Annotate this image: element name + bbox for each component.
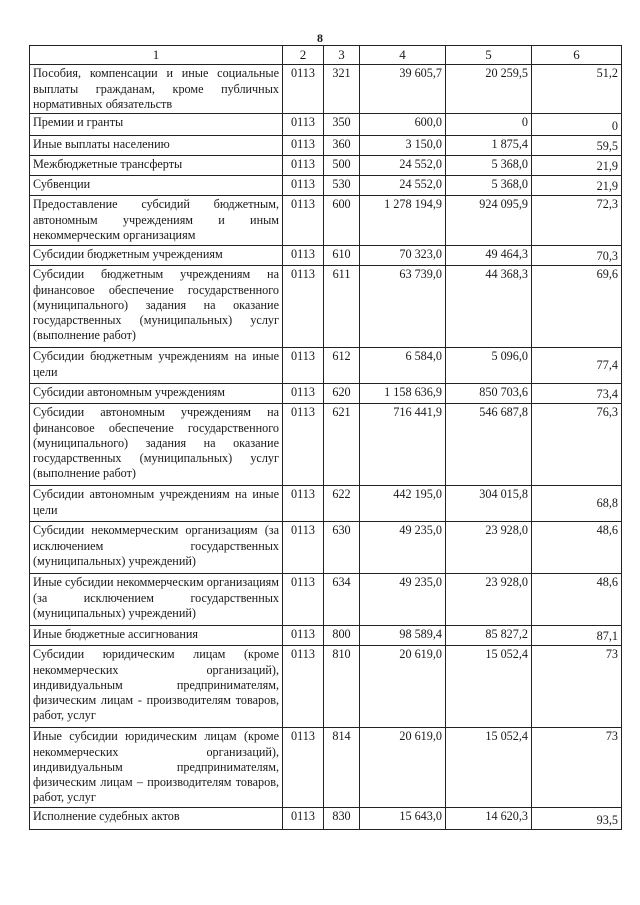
row-name: Премии и гранты	[30, 114, 283, 136]
row-plan: 6 584,0	[360, 348, 446, 384]
row-section: 0113	[283, 196, 324, 246]
row-percent: 69,6	[532, 266, 622, 348]
table-row	[30, 114, 622, 136]
row-percent: 21,9	[532, 156, 622, 176]
row-section: 0113	[283, 646, 324, 728]
row-section: 0113	[283, 486, 324, 522]
row-type: 800	[324, 626, 360, 646]
column-header: 3	[324, 46, 360, 65]
row-percent: 21,9	[532, 176, 622, 196]
row-percent: 73,4	[532, 384, 622, 404]
row-plan: 1 158 636,9	[360, 384, 446, 404]
row-percent: 51,2	[532, 65, 622, 114]
row-percent: 59,5	[532, 136, 622, 156]
row-percent: 73	[532, 728, 622, 808]
row-percent: 70,3	[532, 246, 622, 266]
row-type: 810	[324, 646, 360, 728]
row-fact: 44 368,3	[446, 266, 532, 348]
row-section: 0113	[283, 136, 324, 156]
row-type: 634	[324, 574, 360, 626]
table-row	[30, 486, 622, 522]
row-percent: 0	[532, 114, 622, 136]
row-section: 0113	[283, 246, 324, 266]
row-plan: 39 605,7	[360, 65, 446, 114]
table-row	[30, 384, 622, 404]
row-section: 0113	[283, 574, 324, 626]
row-percent: 48,6	[532, 522, 622, 574]
row-name: Субсидии автономным учреждениям	[30, 384, 283, 404]
row-percent: 72,3	[532, 196, 622, 246]
row-name: Субсидии юридическим лицам (кроме некоммерческих организаций), индивидуальным предпринимателям, физическим лицам - производителям товаров, работ, услуг	[30, 646, 283, 728]
row-section: 0113	[283, 114, 324, 136]
row-type: 814	[324, 728, 360, 808]
row-fact: 924 095,9	[446, 196, 532, 246]
table-row	[30, 246, 622, 266]
row-name: Пособия, компенсации и иные социальные выплаты гражданам, кроме публичных нормативных обязательств	[30, 65, 283, 114]
row-section: 0113	[283, 266, 324, 348]
row-percent: 77,4	[532, 348, 622, 384]
row-name: Субсидии автономным учреждениям на финансовое обеспечение государственного (муниципального) задания на оказание государственных (муниципальных) услуг (выполнение работ)	[30, 404, 283, 486]
row-plan: 15 643,0	[360, 808, 446, 830]
row-section: 0113	[283, 626, 324, 646]
table-row	[30, 65, 622, 114]
row-plan: 49 235,0	[360, 574, 446, 626]
row-type: 612	[324, 348, 360, 384]
row-plan: 70 323,0	[360, 246, 446, 266]
row-plan: 20 619,0	[360, 646, 446, 728]
table-row	[30, 808, 622, 830]
table-row	[30, 348, 622, 384]
row-percent: 68,8	[532, 486, 622, 522]
row-section: 0113	[283, 728, 324, 808]
row-section: 0113	[283, 404, 324, 486]
row-type: 321	[324, 65, 360, 114]
row-type: 830	[324, 808, 360, 830]
row-fact: 20 259,5	[446, 65, 532, 114]
row-fact: 23 928,0	[446, 574, 532, 626]
row-name: Предоставление субсидий бюджетным, автономным учреждениям и иным некоммерческим организациям	[30, 196, 283, 246]
row-plan: 20 619,0	[360, 728, 446, 808]
table-row	[30, 196, 622, 246]
table-row	[30, 156, 622, 176]
page-number: 8	[317, 31, 323, 45]
row-type: 500	[324, 156, 360, 176]
row-plan: 98 589,4	[360, 626, 446, 646]
row-name: Субвенции	[30, 176, 283, 196]
row-plan: 63 739,0	[360, 266, 446, 348]
row-type: 350	[324, 114, 360, 136]
row-name: Субсидии бюджетным учреждениям	[30, 246, 283, 266]
row-plan: 600,0	[360, 114, 446, 136]
row-type: 621	[324, 404, 360, 486]
row-percent: 48,6	[532, 574, 622, 626]
row-type: 610	[324, 246, 360, 266]
row-section: 0113	[283, 348, 324, 384]
header-row	[30, 46, 622, 65]
row-type: 630	[324, 522, 360, 574]
column-header: 5	[446, 46, 532, 65]
row-type: 622	[324, 486, 360, 522]
table-row	[30, 176, 622, 196]
column-header: 2	[283, 46, 324, 65]
row-type: 600	[324, 196, 360, 246]
row-name: Иные субсидии юридическим лицам (кроме некоммерческих организаций), индивидуальным предпринимателям, физическим лицам – производителям товаров, работ, услуг	[30, 728, 283, 808]
row-plan: 442 195,0	[360, 486, 446, 522]
row-percent: 73	[532, 646, 622, 728]
row-fact: 5 368,0	[446, 156, 532, 176]
row-fact: 15 052,4	[446, 646, 532, 728]
row-name: Межбюджетные трансферты	[30, 156, 283, 176]
column-header: 6	[532, 46, 622, 65]
row-type: 530	[324, 176, 360, 196]
row-name: Субсидии автономным учреждениям на иные цели	[30, 486, 283, 522]
column-header: 1	[30, 46, 283, 65]
row-plan: 24 552,0	[360, 156, 446, 176]
table-row	[30, 626, 622, 646]
row-fact: 546 687,8	[446, 404, 532, 486]
row-plan: 49 235,0	[360, 522, 446, 574]
row-plan: 3 150,0	[360, 136, 446, 156]
row-percent: 87,1	[532, 626, 622, 646]
row-percent: 93,5	[532, 808, 622, 830]
row-name: Субсидии бюджетным учреждениям на финансовое обеспечение государственного (муниципального) задания на оказание государственных (муниципальных) услуг (выполнение работ)	[30, 266, 283, 348]
row-name: Иные бюджетные ассигнования	[30, 626, 283, 646]
row-section: 0113	[283, 522, 324, 574]
row-fact: 14 620,3	[446, 808, 532, 830]
row-fact: 1 875,4	[446, 136, 532, 156]
table-row	[30, 404, 622, 486]
column-header: 4	[360, 46, 446, 65]
row-fact: 49 464,3	[446, 246, 532, 266]
table-row	[30, 574, 622, 626]
row-plan: 716 441,9	[360, 404, 446, 486]
row-section: 0113	[283, 65, 324, 114]
table-row	[30, 646, 622, 728]
row-fact: 15 052,4	[446, 728, 532, 808]
row-name: Субсидии некоммерческим организациям (за исключением государственных (муниципальных) учреждений)	[30, 522, 283, 574]
row-fact: 850 703,6	[446, 384, 532, 404]
row-type: 360	[324, 136, 360, 156]
table-row	[30, 266, 622, 348]
row-section: 0113	[283, 808, 324, 830]
row-type: 620	[324, 384, 360, 404]
table-row	[30, 522, 622, 574]
row-fact: 304 015,8	[446, 486, 532, 522]
row-fact: 85 827,2	[446, 626, 532, 646]
row-name: Исполнение судебных актов	[30, 808, 283, 830]
row-fact: 5 368,0	[446, 176, 532, 196]
row-section: 0113	[283, 156, 324, 176]
row-percent: 76,3	[532, 404, 622, 486]
row-section: 0113	[283, 384, 324, 404]
row-fact: 23 928,0	[446, 522, 532, 574]
row-name: Иные выплаты населению	[30, 136, 283, 156]
row-section: 0113	[283, 176, 324, 196]
row-fact: 5 096,0	[446, 348, 532, 384]
budget-table	[29, 45, 622, 830]
row-fact: 0	[446, 114, 532, 136]
row-plan: 24 552,0	[360, 176, 446, 196]
table-row	[30, 136, 622, 156]
row-plan: 1 278 194,9	[360, 196, 446, 246]
row-name: Субсидии бюджетным учреждениям на иные цели	[30, 348, 283, 384]
row-type: 611	[324, 266, 360, 348]
row-name: Иные субсидии некоммерческим организациям (за исключением государственных (муниципальных) учреждений)	[30, 574, 283, 626]
table-row	[30, 728, 622, 808]
